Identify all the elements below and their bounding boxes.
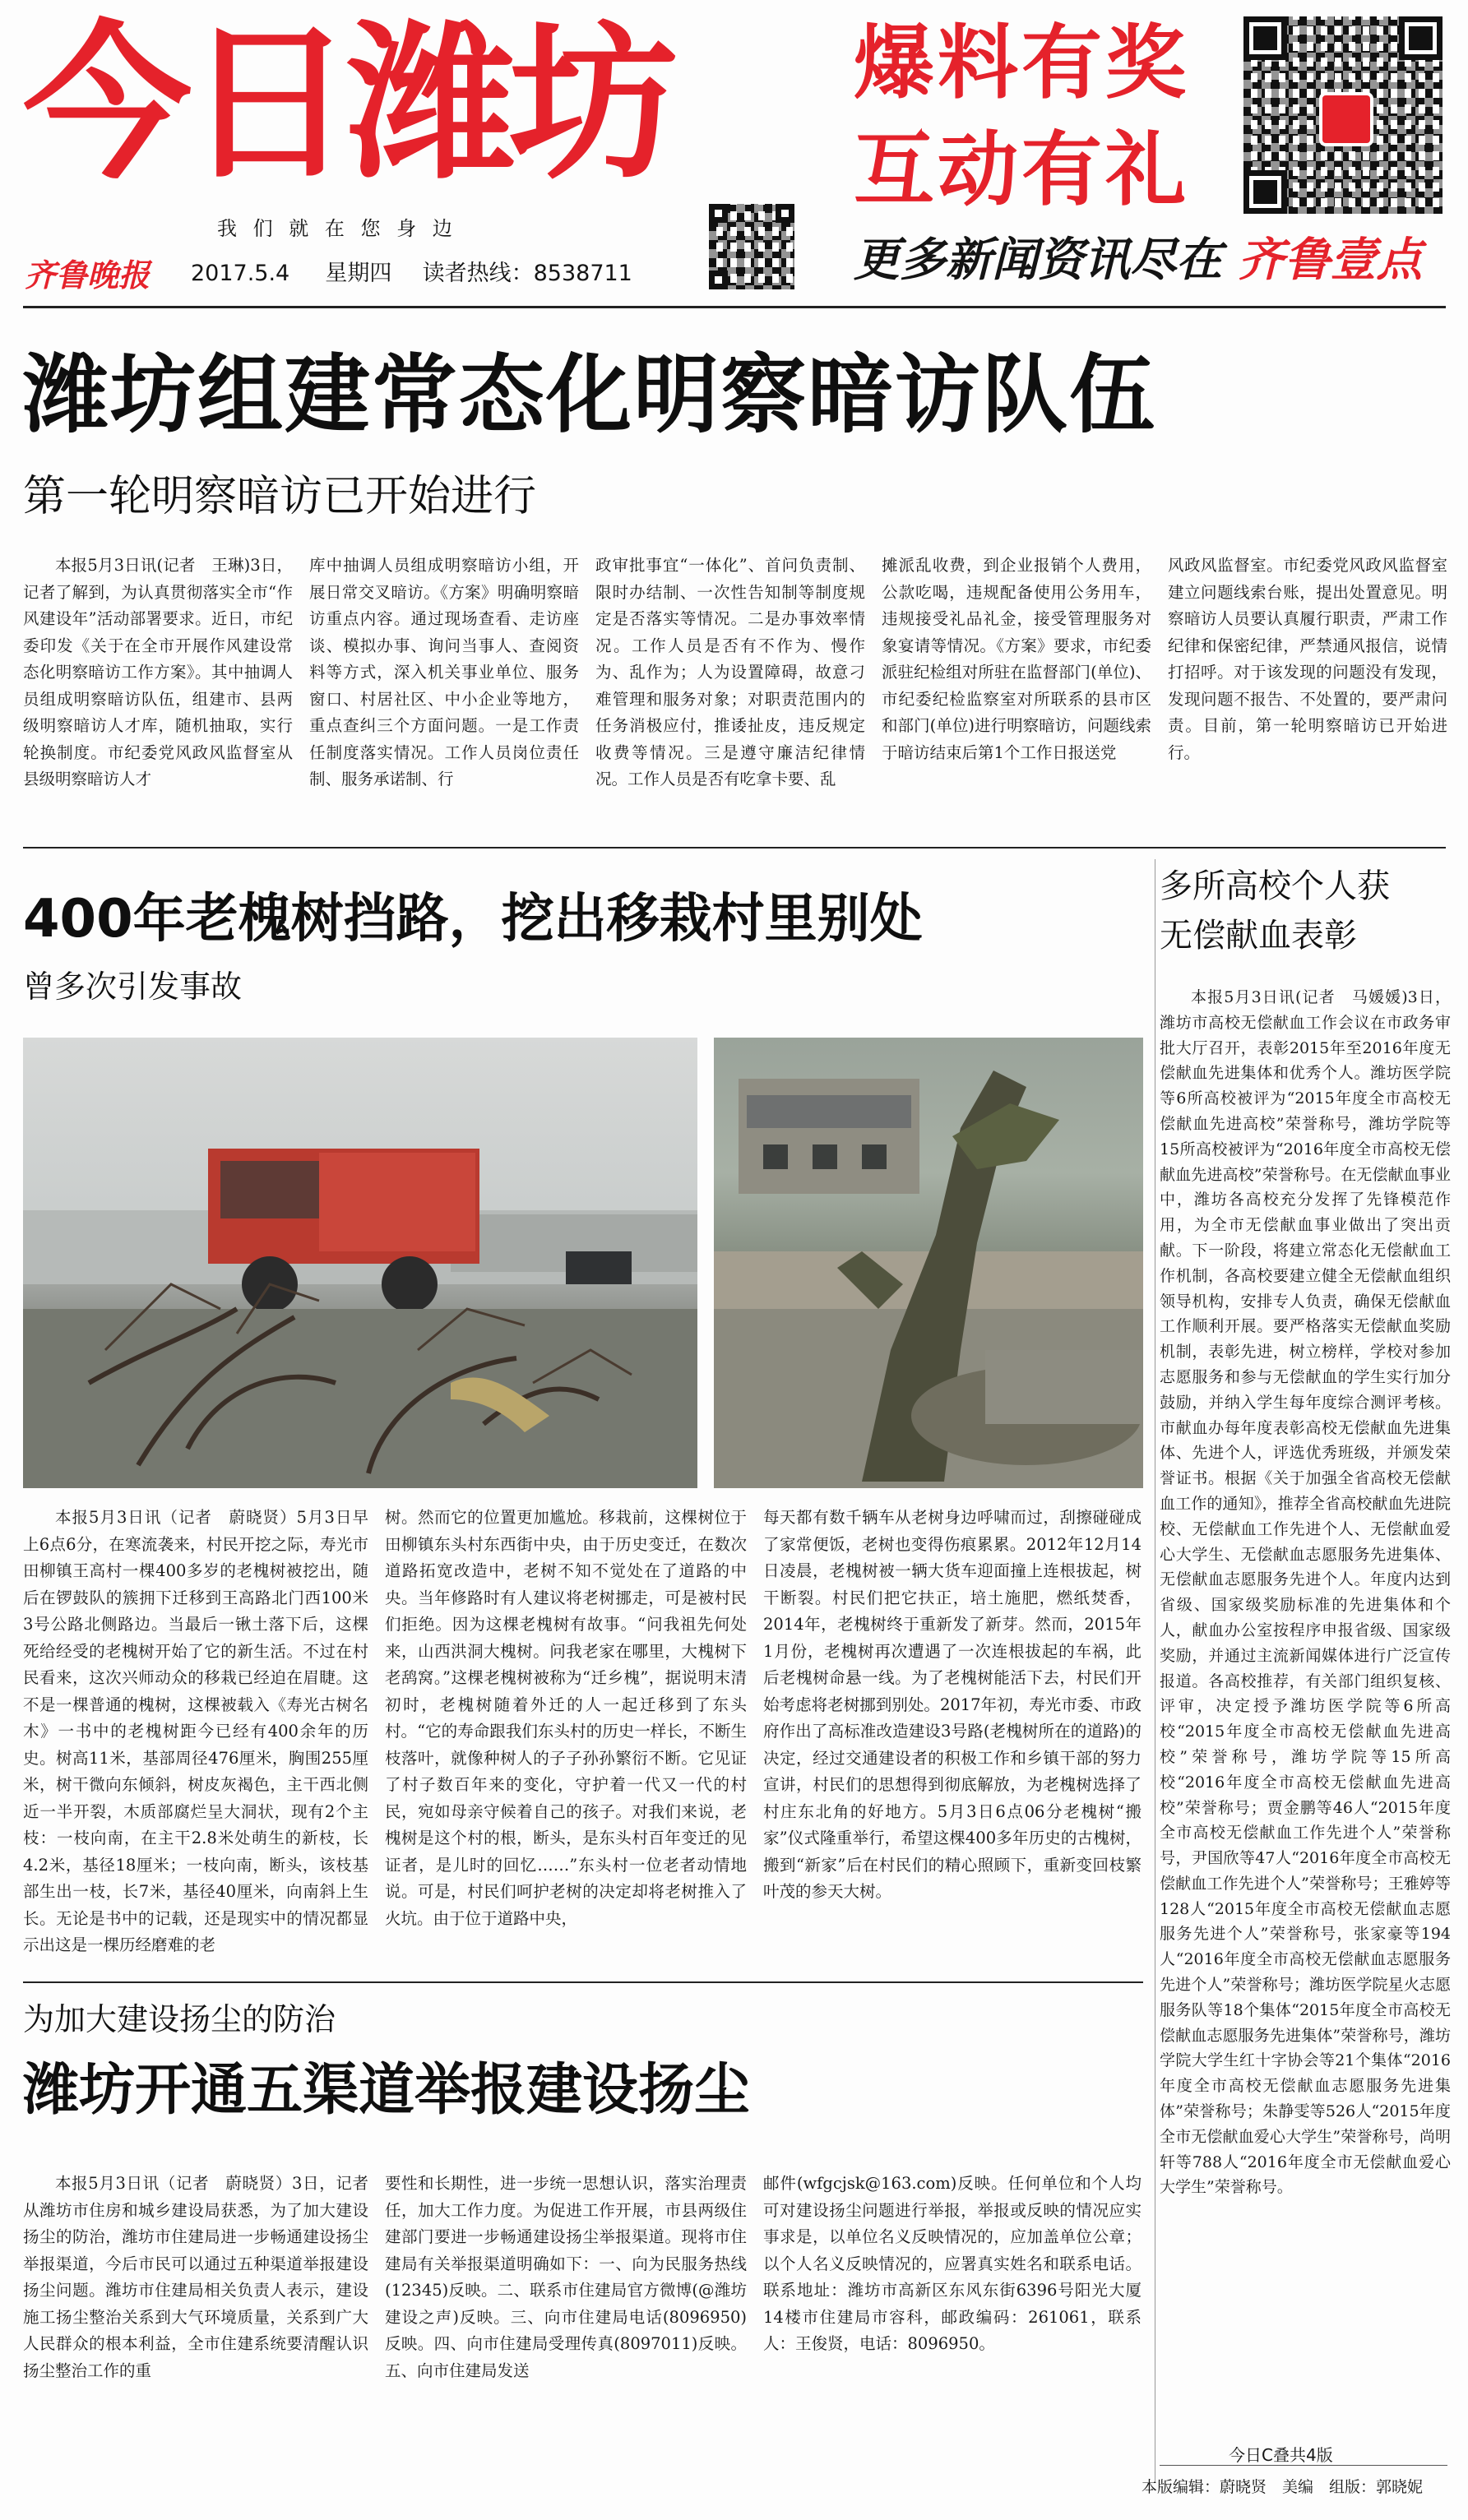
story1-col-4: 摊派乱收费，到企业报销个人费用，公款吃喝，违规配备使用公务用车，违规接受礼品礼金，接受管理服务对象宴请等情况。《方案》要求，市纪委派驻纪检组对所驻在监督部门(单位)、市纪委纪检监察室对所联系的县市区和部门(单位)进行明察暗访，问题线索于暗访结束后第1个工作日报送党: [882, 556, 1151, 762]
footer-credits: 本版编辑：蔚晓贤 美编 组版：郭晓妮: [1142, 2478, 1424, 2496]
masthead-title: 今日潍坊: [23, 7, 671, 202]
story2-col-2: 树。然而它的位置更加尴尬。移栽前，这棵树位于田柳镇东头村东西街中央，由于历史变迁，在数次道路拓宽改造中，老树不知不觉处在了道路的中央。当年修路时有人建议将老树挪走，可是被村民们拒绝。因为这棵老槐树有故事。“问我祖先何处来，山西洪洞大槐树。问我老家在哪里，大槐树下老鸹窝。”这棵老槐树被称为“迁乡槐”，据说明末清初时，老槐树随着外迁的人一起迁移到了东头村。“它的寿命跟我们东头村的历史一样长，不断生枝落叶，就像种树人的子子孙孙繁衍不断。它见证了村子数百年来的变化，守护着一代又一代的村民，宛如母亲守候着自己的孩子。对我们来说，老槐树是这个村的根，断头，是东头村百年变迁的见证者，是儿时的回忆……”东头村一位老者动情地说。可是，村民们呵护老树的决定却将老树推入了火坑。由于位于道路中央，: [385, 1508, 747, 1928]
story3-body: 本报5月3日讯(记者 马媛媛)3日，潍坊市高校无偿献血工作会议在市政务审批大厅召开，表彰2015年至2016年度无偿献血先进集体和优秀个人。潍坊医学院等6所高校被评为“2015年度全市高校无偿献血先进高校”荣誉称号，潍坊学院等15所高校被评为“2016年度全市高校无偿献血先进高校”荣誉称号。在无偿献血事业中，潍坊各高校充分发挥了先锋模范作用，为全市无偿献血事业做出了突出贡献。下一阶段，将建立常态化无偿献血工作机制，各高校要建立健全无偿献血组织领导机构，安排专人负责，确保无偿献血工作顺利开展。要严格落实无偿献血奖励机制，表彰先进，树立榜样，学校对参加志愿服务和参与无偿献血的学生实行加分鼓励，并纳入学生每年度综合测评考核。市献血办每年度表彰高校无偿献血先进集体、先进个人，评选优秀班级，并颁发荣誉证书。根据《关于加强全省高校无偿献血工作的通知》，推荐全省高校献血先进院校、无偿献血工作先进个人、无偿献血爱心大学生、无偿献血志愿服务先进集体、无偿献血志愿服务先进个人。年度内达到省级、国家级奖励标准的先进集体和个人，献血办公室按程序申报省级、国家级奖励，并通过主流新闻媒体进行广泛宣传报道。各高校推荐，有关部门组织复核、评审，决定授予潍坊医学院等6所高校“2015年度全市高校无偿献血先进高校”荣誉称号，潍坊学院等15所高校“2016年度全市高校无偿献血先进高校”荣誉称号；贾金鹏等46人“2015年度全市高校无偿献血工作先进个人”荣誉称号，尹国欣等47人“2016年度全市高校无偿献血工作先进个人”荣誉称号；王雅婷等128人“2015年度全市高校无偿献血志愿服务先进个人”荣誉称号，张家豪等194人“2016年度全市高校无偿献血志愿服务先进个人”荣誉称号；潍坊医学院星火志愿服务队等18个集体“2015年度全市高校无偿献血志愿服务先进集体”荣誉称号，潍坊学院大学生红十字协会等21个集体“2016年度全市高校无偿献血志愿服务先进集体”荣誉称号；朱静雯等526人“2015年度全市无偿献血爱心大学生”荣誉称号，尚明轩等788人“2016年度全市无偿献血爱心大学生”荣誉称号。: [1160, 988, 1451, 2197]
story1-subhead: 第一轮明察暗访已开始进行: [23, 472, 537, 521]
qr-code-large[interactable]: [1243, 16, 1443, 214]
story3-headline-line1: 多所高校个人获: [1160, 867, 1390, 905]
story2-subhead: 曾多次引发事故: [23, 969, 243, 1005]
photo-truck-tree-drawing: [23, 1038, 697, 1488]
story1-divider: [23, 847, 1446, 848]
promo-gift: 互动有礼: [854, 123, 1190, 217]
story4-col-3: 邮件(wfgcjsk@163.com)反映。任何单位和个人均可对建设扬尘问题进行举报，举报或反映的情况应实事求是，以单位名义反映情况的，应加盖单位公章；以个人名义反映情况的，应署真实姓名和联系电话。联系地址：潍坊市高新区东风东街6396号阳光大厦14楼市住建局市容科，邮政编码：261061，联系人：王俊贤，电话：8096950。: [763, 2174, 1142, 2353]
issue-weekday: 星期四: [325, 261, 392, 286]
story2-col-3: 每天都有数千辆车从老树身边呼啸而过，刮擦碰碰成了家常便饭，老树也变得伤痕累累。2012年12月14日凌晨，老槐树被一辆大货车迎面撞上连根拔起，树干断裂。村民们把它扶正，培土施肥，燃纸焚香，2014年，老槐树终于重新发了新芽。然而，2015年1月份，老槐树再次遭遇了一次连根拔起的车祸，此后老槐树命悬一线。为了老槐树能活下去，村民们开始考虑将老树挪到别处。2017年初，寿光市委、市政府作出了高标准改造建设3号路(老槐树所在的道路)的决定，经过交通建设者的积极工作和乡镇干部的努力宣讲，村民们的思想得到彻底解放，为老槐树选择了村庄东北角的好地方。5月3日6点06分老槐树“搬家”仪式隆重举行，希望这棵400多年历史的古槐树，搬到“新家”后在村民们的精心照顾下，重新变回枝繁叶茂的参天大树。: [763, 1508, 1142, 1901]
promo-news: [854, 232, 1423, 289]
issue-info: [191, 255, 632, 287]
story4-col-1: 本报5月3日讯（记者 蔚晓贤）3日，记者从潍坊市住房和城乡建设局获悉，为了加大建设扬尘的防治，潍坊市住建局进一步畅通建设扬尘举报渠道，今后市民可以通过五种渠道举报建设扬尘问题。潍坊市住建局相关负责人表示，建设施工扬尘整治关系到大气环境质量，关系到广大人民群众的根本利益，全市住建系统要清醒认识扬尘整治工作的重: [23, 2174, 368, 2380]
qr-code-small[interactable]: [709, 204, 794, 289]
brand-logo-icon: [1319, 92, 1373, 146]
photo-truck-tree: [23, 1038, 697, 1488]
reader-hotline: 读者热线：8538711: [422, 261, 632, 286]
story2-col-1: 本报5月3日讯（记者 蔚晓贤）5月3日早上6点6分，在寒流袭来，村民开挖之际，寿光市田柳镇王高村一棵400多岁的老槐树被挖出，随后在锣鼓队的簇拥下迁移到王高路北门西100米3号公路北侧路边。当最后一锹土落下后，这棵死给经受的老槐树开始了它的新生活。不过在村民看来，这次兴师动众的移栽已经迫在眉睫。这不是一棵普通的槐树，这棵被载入《寿光古树名木》一书中的老槐树距今已经有400余年的历史。树高11米，基部周径476厘米，胸围255厘米，树干微向东倾斜，树皮灰褐色，主干西北侧近一半开裂，木质部腐烂呈大洞状，现有2个主枝：一枝向南，在主干2.8米处萌生的新枝，长4.2米，基径18厘米；一枝向南，断头，该枝基部生出一枝，长7米，基径40厘米，向南斜上生长。无论是书中的记载，还是现实中的情况都显示出这是一棵历经磨难的老: [23, 1508, 368, 1954]
masthead: [0, 0, 1468, 312]
story2-divider: [23, 1981, 1143, 1983]
story4-headline: 潍坊开通五渠道举报建设扬尘: [23, 2058, 751, 2123]
story1-col-1: 本报5月3日讯(记者 王琳)3日，记者了解到，为认真贯彻落实全市“作风建设年”活动部署要求。近日，市纪委印发《关于在全市开展作风建设常态化明察暗访工作方案》。其中抽调人员组成明察暗访队伍，组建市、县两级明察暗访人才库，随机抽取，实行轮换制度。市纪委党风政风监督室从县级明察暗访人才: [23, 556, 293, 788]
story1-headline: 潍坊组建常态化明察暗访队伍: [23, 344, 1157, 445]
promo-news-text: 更多新闻资讯尽在: [854, 234, 1222, 287]
issue-date: 2017.5.4: [191, 261, 290, 286]
story2-headline: 400年老槐树挡路，挖出移栽村里别处: [23, 889, 923, 950]
story4-col-2: 要性和长期性，进一步统一思想认识，落实治理责任，加大工作力度。为促进工作开展，市县两级住建部门要进一步畅通建设扬尘举报渠道。现将市住建局有关举报渠道明确如下：一、向为民服务热线(12345)反映。二、联系市住建局官方微博(@潍坊建设之声)反映。三、向市住建局电话(8096950)反映。四、向市住建局受理传真(8097011)反映。五、向市住建局发送: [385, 2174, 747, 2380]
story1-col-5: 风政风监督室。市纪委党风政风监督室建立问题线索台账，提出处置意见。明察暗访人员要认真履行职责，严肃工作纪律和保密纪律，严禁通风报信，说情打招呼。对于该发现的问题没有发现，发现问题不报告、不处置的，要严肃问责。目前，第一轮明察暗访已开始进行。: [1168, 556, 1447, 762]
photo-uprooted-tree: [714, 1038, 1143, 1488]
footer-index: 今日C叠共4版: [1229, 2445, 1333, 2465]
footer-rule: [1160, 2465, 1447, 2466]
photo-uprooted-tree-drawing: [714, 1038, 1143, 1488]
story4-kicker: 为加大建设扬尘的防治: [23, 2001, 336, 2037]
story1-col-3: 政审批事宜“一体化”、首问负责制、限时办结制、一次性告知制等制度规定是否落实等情况。二是办事效率情况。工作人员是否有不作为、慢作为、乱作为；人为设置障碍，故意刁难管理和服务对象；对职责范围内的任务消极应付，推诿扯皮，违反规定收费等情况。三是遵守廉洁纪律情况。工作人员是否有吃拿卡要、乱: [595, 556, 865, 788]
masthead-divider: [23, 306, 1446, 308]
masthead-slogan: 我 们 就 在 您 身 边: [217, 217, 457, 240]
story1-col-2: 库中抽调人员组成明察暗访小组，开展日常交叉暗访。《方案》明确明察暗访重点内容。通过现场查看、走访座谈、模拟办事、询问当事人、查阅资料等方式，深入机关事业单位、服务窗口、村居社区、中小企业等地方，重点查纠三个方面问题。一是工作责任制度落实情况。工作人员岗位责任制、服务承诺制、行: [309, 556, 579, 788]
promo-prize: 爆料有奖: [854, 16, 1190, 110]
promo-brand: 齐鲁壹点: [1238, 234, 1423, 287]
paper-name: 齐鲁晚报: [25, 257, 151, 294]
story3-headline-line2: 无偿献血表彰: [1160, 917, 1357, 955]
